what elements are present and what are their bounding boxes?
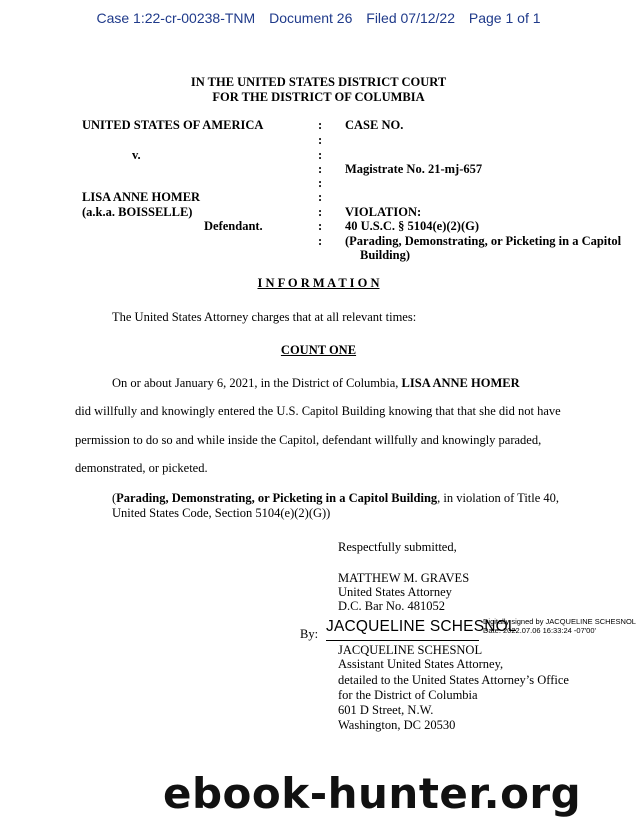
defendant-role: Defendant. (204, 219, 263, 233)
closing: Respectfully submitted, (338, 540, 457, 554)
violation-statute: 40 U.S.C. § 5104(e)(2)(G) (345, 219, 480, 233)
filing-header (0, 10, 637, 26)
violation-description-line1: (Parading, Demonstrating, or Picketing in a Capitol (345, 234, 622, 248)
caption-colon: : (318, 162, 323, 176)
case-no-label: CASE NO. (345, 118, 404, 132)
charge-citation-line2: United States Code, Section 5104(e)(2)(G)) (112, 506, 331, 520)
digital-signature-line1: Digitally signed by JACQUELINE SCHESNOL (483, 617, 636, 626)
violation-description-line2: Building) (360, 248, 411, 262)
filed-date: Filed 07/12/22 (366, 10, 455, 26)
court-title-line1: IN THE UNITED STATES DISTRICT COURT (190, 75, 447, 89)
signer-detail2: for the District of Columbia (338, 688, 478, 702)
address-line2: Washington, DC 20530 (338, 718, 456, 732)
defendant-name-inline: LISA ANNE HOMER (401, 376, 520, 390)
caption-colon: : (318, 148, 323, 162)
count-paragraph-line2: did willfully and knowingly entered the U.S. Capitol Building knowing that that she did not have (75, 404, 561, 418)
attorney-title: United States Attorney (338, 585, 452, 599)
document-number: Document 26 (269, 10, 353, 26)
defendant-aka: (a.k.a. BOISSELLE) (82, 205, 193, 219)
address-line1: 601 D Street, N.W. (338, 703, 434, 717)
count-paragraph-line1 (112, 376, 520, 391)
bar-number: D.C. Bar No. 481052 (338, 599, 445, 613)
attorney-name: MATTHEW M. GRAVES (338, 571, 470, 585)
count-paragraph-line3: permission to do so and while inside the Capitol, defendant willfully and knowingly paraded, (75, 433, 542, 447)
plaintiff: UNITED STATES OF AMERICA (82, 118, 264, 132)
count-paragraph-text: On or about January 6, 2021, in the District of Columbia, (112, 376, 402, 390)
charge-open-paren: ( (112, 491, 117, 505)
count-paragraph-line4: demonstrated, or picketed. (75, 461, 208, 475)
caption-colon: : (318, 205, 323, 219)
signer-title: Assistant United States Attorney, (338, 657, 504, 671)
caption-colon: : (318, 234, 323, 248)
caption-colon: : (318, 219, 323, 233)
versus: v. (132, 148, 141, 162)
defendant-name: LISA ANNE HOMER (82, 190, 201, 204)
signer-detail1: detailed to the United States Attorney’s Office (338, 673, 569, 687)
charge-bold: Parading, Demonstrating, or Picketing in a Capitol Building (116, 491, 438, 505)
digital-signature-date: Date: 2022.07.06 16:33:24 -07'00' (483, 626, 596, 635)
magistrate-number: Magistrate No. 21-mj-657 (345, 162, 483, 176)
intro-text: The United States Attorney charges that at all relevant times: (112, 310, 417, 324)
count-title: COUNT ONE (280, 343, 357, 357)
signer-name: JACQUELINE SCHESNOL (338, 643, 483, 657)
information-title: I N F O R M A T I O N (257, 276, 380, 290)
case-number: Case 1:22-cr-00238-TNM (96, 10, 256, 26)
caption-colon: : (318, 190, 323, 204)
charge-rest: , in violation of Title 40, (437, 491, 560, 505)
caption-colon: : (318, 118, 323, 132)
signature-line (326, 640, 479, 641)
digital-signature: JACQUELINE SCHESNOL (326, 618, 517, 635)
charge-citation-line1 (112, 491, 559, 506)
caption-colon: : (318, 133, 323, 147)
violation-label: VIOLATION: (345, 205, 422, 219)
page-indicator: Page 1 of 1 (468, 10, 541, 26)
court-title-line2: FOR THE DISTRICT OF COLUMBIA (212, 90, 425, 104)
by-label: By: (300, 627, 319, 641)
caption-colon: : (318, 176, 323, 190)
watermark: ebook-hunter.org (163, 769, 582, 818)
